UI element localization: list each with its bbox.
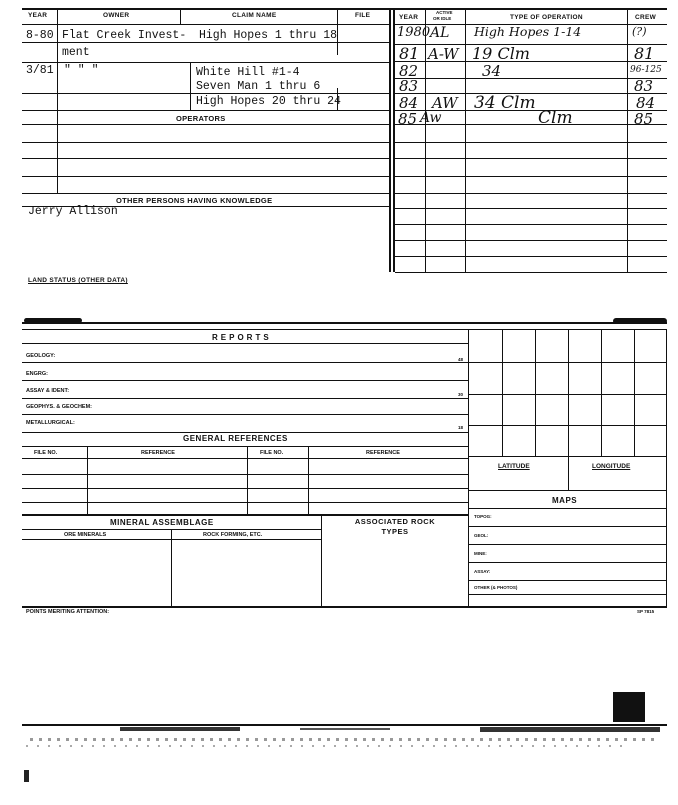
assay-ident-label: ASSAY & IDENT: bbox=[26, 388, 70, 394]
other-persons-label: OTHER PERSONS HAVING KNOWLEDGE bbox=[116, 196, 273, 205]
claim-owner-2: " " " bbox=[64, 64, 99, 77]
claim-name-column-header: CLAIM NAME bbox=[232, 12, 277, 19]
rock-forming-header: ROCK FORMING, ETC. bbox=[203, 532, 263, 538]
geology-label: GEOLOGY: bbox=[26, 353, 56, 359]
activity-year-header: YEAR bbox=[399, 14, 419, 21]
geophys-label: GEOPHYS. & GEOCHEM: bbox=[26, 404, 93, 410]
metallurgical-label: METALLURGICAL: bbox=[26, 420, 75, 426]
activity-active-2: A-W bbox=[428, 45, 459, 63]
activity-crew-1: (?) bbox=[632, 25, 647, 38]
claim-name-1: High Hopes 1 thru 18 bbox=[199, 29, 338, 42]
claim-owner-1-cont: ment bbox=[62, 46, 90, 59]
engrg-label: ENGRG: bbox=[26, 371, 48, 377]
ref-file-no-1-header: FILE NO. bbox=[34, 450, 58, 456]
activity-crew-5: 84 bbox=[636, 94, 656, 112]
activity-type-3: 34 bbox=[482, 62, 502, 80]
activity-crew-3: 96-125 bbox=[630, 65, 662, 75]
activity-type-1: High Hopes 1-14 bbox=[474, 24, 582, 39]
activity-type-5: 34 Clm bbox=[474, 93, 536, 113]
activity-crew-6: 85 bbox=[634, 110, 654, 128]
activity-crew-2: 81 bbox=[634, 44, 655, 63]
ref-file-no-2-header: FILE NO. bbox=[260, 450, 284, 456]
points-meriting-attention-label: POINTS MERITING ATTENTION: bbox=[26, 609, 110, 615]
activity-year-3: 82 bbox=[399, 62, 419, 80]
operators-label: OPERATORS bbox=[176, 114, 226, 123]
type-of-operation-header: TYPE OF OPERATION bbox=[510, 14, 583, 21]
activity-year-2: 81 bbox=[399, 44, 420, 63]
claim-name-3: Seven Man 1 thru 6 bbox=[196, 80, 321, 93]
activity-crew-4: 83 bbox=[634, 77, 654, 95]
claim-owner-1: Flat Creek Invest- bbox=[62, 29, 187, 42]
claim-year-2: 3/81 bbox=[26, 64, 54, 77]
metallurgical-code: 18 bbox=[458, 425, 464, 430]
activity-year-1: 1980 bbox=[397, 25, 431, 40]
map-mine-label: MINE: bbox=[474, 551, 487, 556]
other-persons-value: Jerry Allison bbox=[28, 205, 118, 218]
crew-header: CREW bbox=[635, 14, 657, 21]
map-assay-label: ASSAY: bbox=[474, 569, 491, 574]
mineral-assemblage-title: MINERAL ASSEMBLAGE bbox=[110, 518, 214, 527]
general-references-title: GENERAL REFERENCES bbox=[183, 434, 288, 443]
claim-year-1: 8-80 bbox=[26, 29, 54, 42]
reports-title: REPORTS bbox=[212, 333, 272, 342]
associated-rock-types-header: ASSOCIATED ROCK TYPES bbox=[354, 517, 436, 536]
activity-type-2: 19 Clm bbox=[472, 44, 530, 63]
ore-minerals-header: ORE MINERALS bbox=[64, 532, 107, 538]
maps-title: MAPS bbox=[552, 496, 578, 505]
form-code: SP 7815 bbox=[637, 609, 655, 614]
activity-year-4: 83 bbox=[399, 77, 419, 95]
map-other-label: OTHER (& PHOTOS) bbox=[474, 585, 518, 590]
latitude-label: LATITUDE bbox=[498, 463, 530, 470]
activity-active-1: AL bbox=[430, 25, 450, 41]
active-header: ACTIVE bbox=[436, 10, 453, 15]
claim-name-2: White Hill #1-4 bbox=[196, 66, 300, 79]
owner-column-header: OWNER bbox=[103, 12, 130, 19]
activity-active-5: AW bbox=[432, 94, 458, 112]
map-geol-label: GEOL: bbox=[474, 533, 489, 538]
or-idle-header: OR IDLE bbox=[433, 16, 452, 21]
file-column-header: FILE bbox=[355, 12, 371, 19]
year-column-header: YEAR bbox=[28, 12, 48, 19]
longitude-label: LONGITUDE bbox=[592, 463, 631, 470]
activity-type-6: Clm bbox=[538, 108, 573, 128]
map-topog-label: TOPOG: bbox=[474, 514, 492, 519]
activity-active-6: Aw bbox=[420, 110, 442, 126]
assay-ident-code: 30 bbox=[458, 392, 464, 397]
geology-code: 48 bbox=[458, 357, 464, 362]
ref-reference-2-header: REFERENCE bbox=[366, 450, 400, 456]
activity-year-6: 85 bbox=[398, 110, 418, 128]
land-status-label: LAND STATUS (OTHER DATA) bbox=[28, 277, 128, 284]
ref-reference-1-header: REFERENCE bbox=[141, 450, 175, 456]
activity-year-5: 84 bbox=[399, 94, 419, 112]
claim-name-4: High Hopes 20 thru 24 bbox=[196, 95, 341, 108]
